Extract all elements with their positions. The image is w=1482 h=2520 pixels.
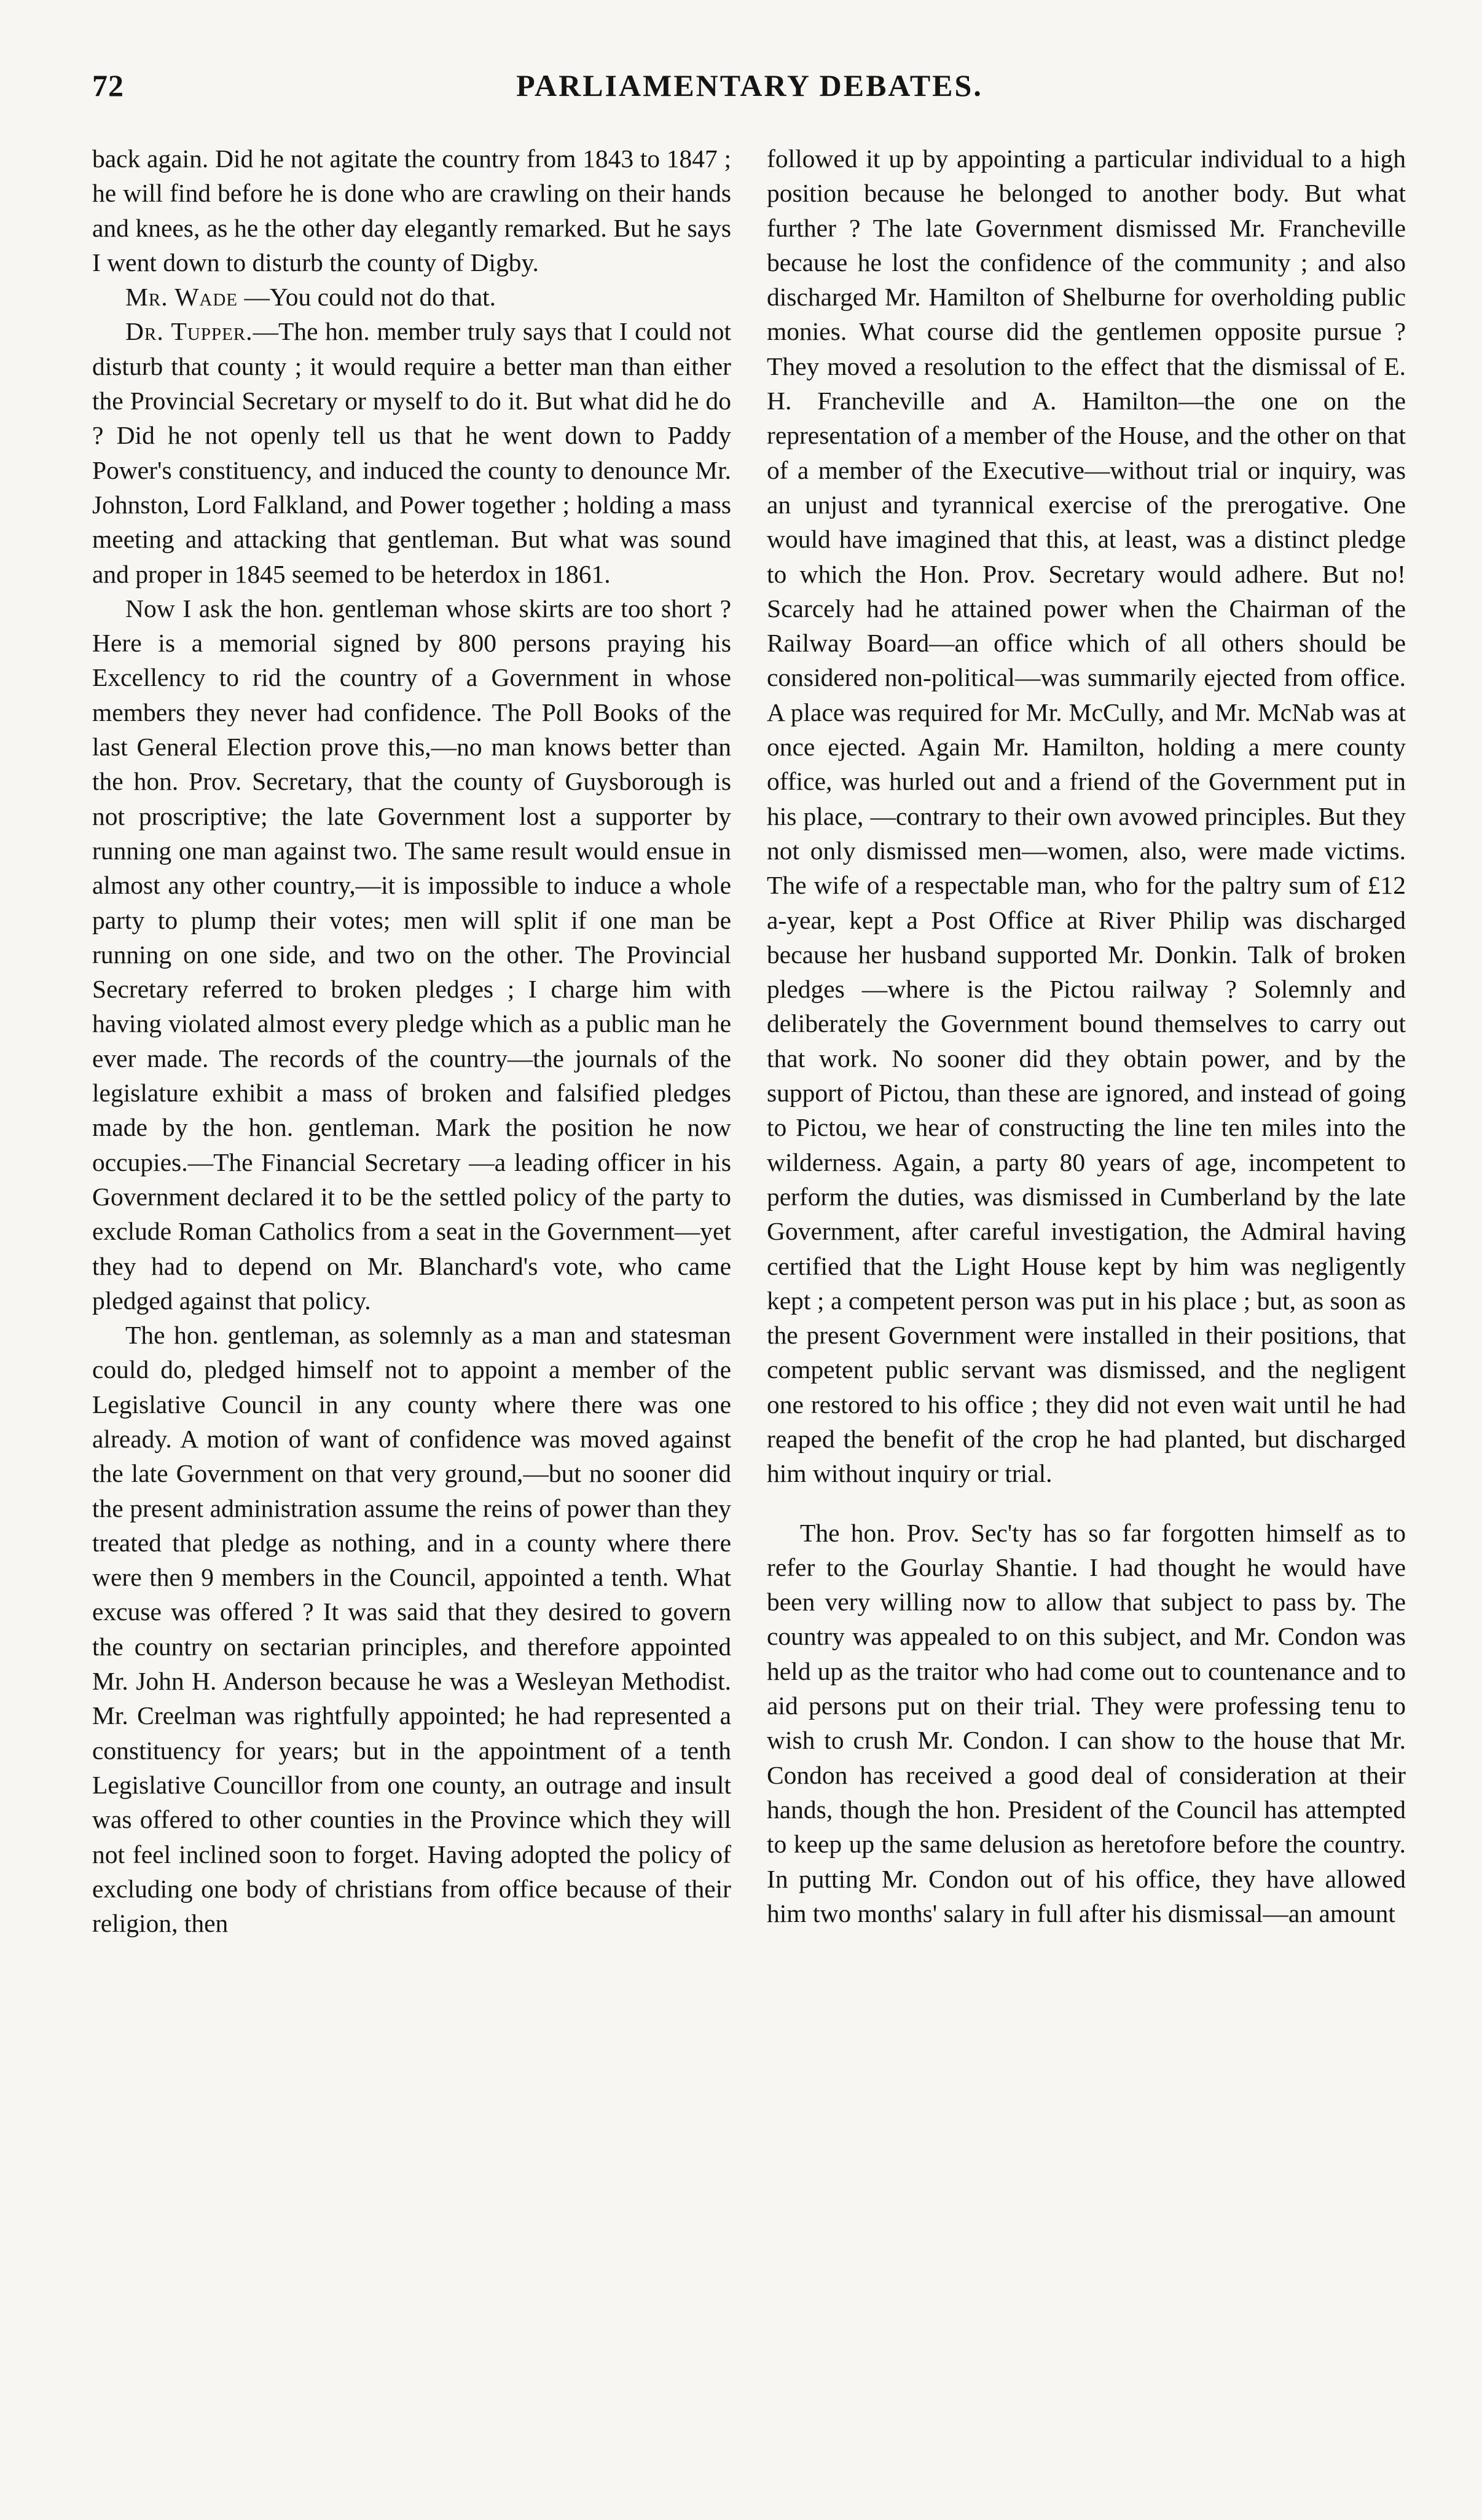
speech-text: —The hon. member truly says that I could not disturb that county ; it would require a better man than either the Provincial Secretary or myself to do it. But what did he do ? Did he not openly tell us that he went down to Paddy Power's constituency, and induced the county to denounce Mr. Johnston, Lord Falkland, and Power together ; holding a mass meeting and attacking that gentleman. But what was sound and proper in 1845 seemed to be heterdox in 1861. [92, 317, 731, 588]
paragraph [92, 314, 731, 591]
speaker-name: Dr. Tupper. [125, 317, 253, 346]
speaker-name: Mr. Wade [125, 283, 238, 312]
paragraph: back again. Did he not agitate the country from 1843 to 1847 ; he will find before he is done who are crawling on their hands and knees, as he the other day elegantly remarked. But he says I went down to disturb the county of Digby. [92, 144, 731, 277]
paragraph [92, 280, 731, 314]
paragraph: Now I ask the hon. gentleman whose skirts are too short ? Here is a memorial signed by 800 persons praying his Excellency to rid the country of a Government in whose members they never had confidence. The Poll Books of the last General Election prove this,—no man knows better than the hon. Prov. Secretary, that the county of Guysborough is not proscriptive; the late Government lost a supporter by running one man against two. The same result would ensue in almost any other country,—it is impossible to induce a whole party to plump their votes; men will split if one man be running on one side, and two on the other. The Provincial Secretary referred to broken pledges ; I charge him with having violated almost every pledge which as a public man he ever made. The records of the country—the journals of the legislature exhibit a mass of broken and falsified pledges made by the hon. gentleman. Mark the position he now occupies.—The Financial Secretary —a leading officer in his Government declared it to be the settled policy of the party to exclude Roman Catholics from a seat in the Government—yet they had to depend on Mr. Blanchard's vote, who came pledged against that policy. [92, 594, 731, 1315]
page-title: PARLIAMENTARY DEBATES. [516, 68, 983, 103]
paragraph: The hon. Prov. Sec'ty has so far forgotten himself as to refer to the Gourlay Shantie. I had thought he would have been very willing now to allow that subject to pass by. The country was appealed to on this subject, and Mr. Condon was held up as the traitor who had come out to countenance and to aid persons put on their trial. They were professing tenu to wish to crush Mr. Condon. I can show to the house that Mr. Condon has received a good deal of consideration at their hands, though the hon. President of the Council has attempted to keep up the same delusion as heretofore before the country. In putting Mr. Condon out of his office, they have allowed him two months' salary in full after his dismissal—an amount [767, 1518, 1406, 1927]
page-number: 72 [92, 68, 124, 103]
right-column [767, 141, 1406, 1931]
paragraph: followed it up by appointing a particular individual to a high position because he belonged to another body. But what further ? The late Government dismissed Mr. Francheville because he lost the confidence of the community ; and also discharged Mr. Hamilton of Shelburne for overholding public monies. What course did the gentlemen opposite pursue ? They moved a resolution to the effect that the dismissal of E. H. Francheville and A. Hamilton—the one on the representation of a member of the House, and the other on that of a member of the Executive—without trial or inquiry, was an unjust and tyrannical exercise of the prerogative. One would have imagined that this, at least, was a distinct pledge to which the Hon. Prov. Secretary would adhere. But no! Scarcely had he attained power when the Chairman of the Railway Board—an office which of all others should be considered non-political—was summarily ejected from office. A place was required for Mr. McCully, and Mr. McNab was at once ejected. Again Mr. Hamilton, holding a mere county office, was hurled out and a friend of the Government put in his place, —contrary to their own avowed principles. But they not only dismissed men—women, also, were made victims. The wife of a respectable man, who for the paltry sum of £12 a-year, kept a Post Office at River Philip was discharged because her husband supported Mr. Donkin. Talk of broken pledges —where is the Pictou railway ? Solemnly and deliberately the Government bound themselves to carry out that work. No sooner did they obtain power, and by the support of Pictou, than these are ignored, and instead of going to Pictou, we hear of constructing the line ten miles into the wilderness. Again, a party 80 years of age, incompetent to perform the duties, was dismissed in Cumberland by the late Government, after careful investigation, the Admiral having certified that the Light House kept by him was negligently kept ; a competent person was put in his place ; but, as soon as the present Government were installed in their positions, that competent public servant was dismissed, and the negligent one restored to his office ; they did not even wait until he had reaped the benefit of the crop he had planted, but discharged him without inquiry or trial. [767, 144, 1406, 1488]
left-column [92, 141, 731, 1940]
document-page [92, 68, 1407, 2502]
running-head [92, 68, 1407, 123]
paragraph: The hon. gentleman, as solemnly as a man and statesman could do, pledged himself not to appoint a member of the Legislative Council in any county where there was one already. A motion of want of confidence was moved against the late Government on that very ground,—but no sooner did the present administration assume the reins of power than they treated that pledge as nothing, and in a county where there were then 9 members in the Council, appointed a tenth. What excuse was offered ? It was said that they desired to govern the country on sectarian principles, and therefore appointed Mr. John H. Anderson because he was a Wesleyan Methodist. Mr. Creelman was rightfully appointed; he had represented a constituency for years; but in the appointment of a tenth Legislative Councillor from one county, an outrage and insult was offered to other counties in the Province which they will not feel inclined soon to forget. Having adopted the policy of excluding one body of christians from office because of their religion, then [92, 1321, 731, 1938]
speech-text: —You could not do that. [238, 283, 496, 312]
